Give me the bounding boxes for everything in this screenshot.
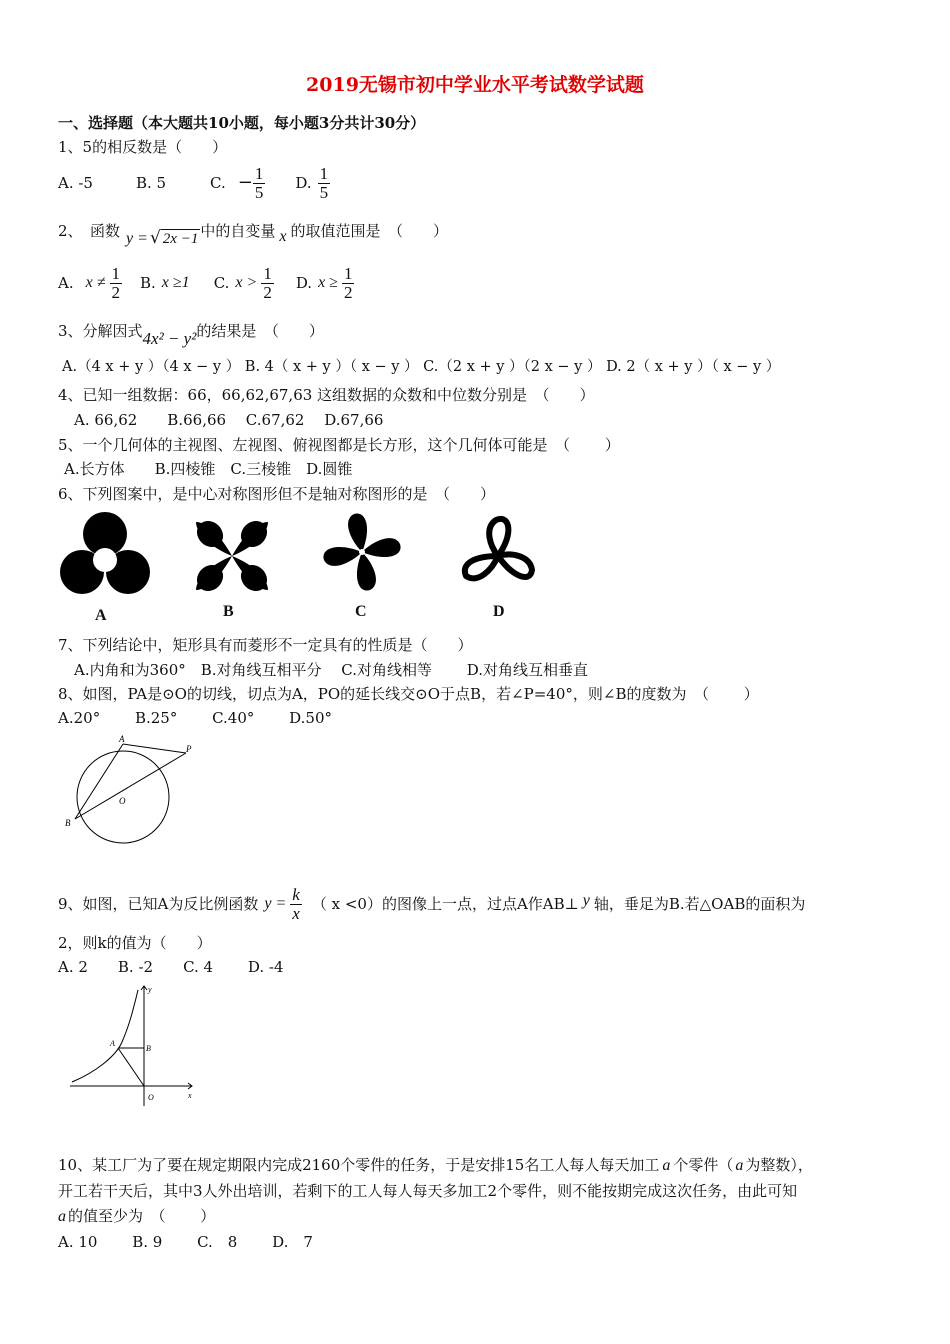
q2-option-a-prefix: A. (58, 273, 74, 292)
q9-stem-mid: 的图像上一点，过点A作AB⊥ (381, 894, 579, 913)
q3-stem-pre: 3、分解因式 (58, 322, 143, 341)
q10-line1-pre: 10、某工厂为了要在规定期限内完成2160个零件的任务，于是安排15名工人每人每天加工 (58, 1156, 660, 1174)
q9-condition: （ x <0） (311, 894, 382, 913)
q8-options: A.20° B.25° C.40° D.50° (58, 709, 333, 727)
radical-icon: √ (149, 228, 161, 248)
q10-options: A. 10 B. 9 C. 8 D. 7 (58, 1233, 313, 1251)
q10-line2: 开工若干天后，其中3人外出培训，若剩下的工人每人每天多加工2个零件，则不能按期完成这次任务，由此可知 (58, 1182, 798, 1200)
q9-stem-pre: 9、如图，已知A为反比例函数 (58, 894, 259, 913)
q2-stem-mid: 中的自变量 (200, 222, 276, 241)
q2-option-c-rel: x > (235, 274, 258, 291)
q9-stem-post: 轴，垂足为B.若△OAB的面积为 (593, 894, 806, 913)
q9-func-y: y = (264, 895, 287, 912)
q9-stem-line2: 2，则k的值为（ ） (58, 934, 212, 952)
q2-option-b-rel: x ≥1 (161, 274, 190, 291)
q9-func-denominator: x (292, 903, 300, 923)
q2-stem (58, 214, 448, 249)
q3-options: A.（4 x + y ）（4 x − y ） B. 4（ x + y ）（ x − y ） C.（2 x + y ）（2 x − y ） D. 2（ x + y ）（ x − y ） (62, 359, 781, 375)
q9-label-a: A (110, 1039, 115, 1048)
figure-c-label: C (355, 603, 367, 620)
q10-var-a-3: a (58, 1208, 66, 1225)
figure-b-label: B (223, 603, 234, 620)
q2-a-numerator: 1 (111, 263, 120, 283)
q10-line3 (58, 1207, 215, 1227)
q9-label-y: y (148, 985, 152, 994)
q2-stem-post: 的取值范围是 （ ） (290, 222, 448, 241)
q3-stem (58, 314, 324, 349)
q9-stem (58, 882, 805, 926)
q1-option-a: A. -5 (58, 173, 93, 192)
q10-var-a-2: a (735, 1157, 744, 1174)
q10-line1-post: 为整数）， (745, 1156, 813, 1174)
q1-option-c-fraction (253, 165, 266, 202)
q1-options (58, 160, 330, 206)
q8-label-a: A (119, 734, 125, 744)
figure-b-four-petals (192, 516, 272, 596)
q9-axis-y: y (582, 892, 590, 909)
q10-line1 (58, 1156, 813, 1176)
q10-var-a: a (662, 1157, 671, 1174)
q9-label-x: x (188, 1091, 192, 1100)
q2-d-numerator: 1 (343, 263, 353, 283)
q2-c-denominator: 2 (263, 282, 272, 302)
q8-stem: 8、如图，PA是⊙O的切线，切点为A，PO的延长线交⊙O于点B，若∠P=40°，则∠B的度数为 （ ） (58, 685, 759, 703)
q9-figure-hyperbola (66, 982, 198, 1110)
q7-options: A.内角和为360° B.对角线互相平分 C.对角线相等 D.对角线互相垂直 (74, 661, 589, 679)
q2-options (58, 260, 354, 306)
q7-stem: 7、下列结论中，矩形具有而菱形不一定具有的性质是（ ） (58, 636, 473, 654)
section-heading: 一、选择题（本大题共10小题，每小题3分共计30分） (58, 114, 426, 132)
figure-c-pinwheel (320, 510, 404, 594)
q8-label-o: O (119, 796, 126, 806)
q4-stem: 4、已知一组数据：66，66,62,67,63 这组数据的众数和中位数分别是 （ ） (58, 386, 595, 404)
q2-option-c-fraction (261, 265, 274, 302)
figure-a-label: A (95, 607, 107, 624)
q2-option-d-rel: x ≥ (318, 274, 338, 291)
q1-d-denominator: 5 (319, 182, 329, 202)
q1-option-d-prefix: D. (295, 173, 312, 192)
q9-func-fraction (290, 886, 302, 923)
q2-option-b-prefix: B. (140, 273, 156, 292)
q9-label-b: B (146, 1044, 151, 1053)
q1-c-denominator: 5 (254, 182, 264, 202)
q1-option-c-sign: − (237, 171, 253, 193)
q5-options: A.长方体 B.四棱锥 C.三棱锥 D.圆锥 (64, 460, 353, 478)
q9-options: A. 2 B. -2 C. 4 D. -4 (58, 958, 284, 976)
q3-stem-post: 的结果是 （ ） (196, 322, 324, 341)
q8-label-p: P (186, 744, 192, 754)
q2-d-denominator: 2 (343, 282, 353, 302)
q2-radicand: 2x −1 (162, 230, 199, 247)
q1-option-d-fraction (318, 165, 331, 202)
page-title: 2019无锡市初中学业水平考试数学试题 (306, 74, 644, 96)
figure-a-three-rings (60, 510, 150, 600)
q2-option-a-rel: x ≠ (85, 274, 106, 291)
q1-option-c-prefix: C. (210, 173, 226, 192)
q2-y-eq: y = (126, 229, 148, 247)
q8-label-b: B (65, 818, 71, 828)
q2-option-a-fraction (110, 265, 123, 302)
q9-label-o: O (148, 1093, 154, 1102)
figure-d-three-lobes (456, 512, 540, 594)
q10-line1-mid: 个零件（ (673, 1156, 734, 1174)
q6-stem: 6、下列图案中，是中心对称图形但不是轴对称图形的是 （ ） (58, 485, 496, 503)
q8-figure-circle-tangent (60, 732, 200, 844)
q1-option-b: B. 5 (136, 173, 167, 192)
q9-func-numerator: k (292, 884, 300, 904)
q3-expression: 4x² − y² (142, 329, 197, 348)
q5-stem: 5、一个几何体的主视图、左视图、俯视图都是长方形，这个几何体可能是 （ ） (58, 436, 620, 454)
q2-var: x (279, 227, 287, 245)
q2-stem-pre: 2、 函数 (58, 222, 121, 241)
q2-c-numerator: 1 (263, 263, 272, 283)
figure-d-label: D (493, 603, 505, 620)
q10-line3-post: 的值至少为 （ ） (68, 1207, 216, 1225)
q4-options: A. 66,62 B.66,66 C.67,62 D.67,66 (74, 411, 384, 429)
q2-option-c-prefix: C. (213, 273, 230, 292)
q2-option-d-prefix: D. (295, 273, 313, 292)
q1-d-numerator: 1 (319, 163, 329, 183)
q2-a-denominator: 2 (111, 282, 120, 302)
q1-stem: 1、5的相反数是（ ） (58, 138, 228, 156)
q2-option-d-fraction (342, 265, 355, 302)
q1-c-numerator: 1 (254, 163, 264, 183)
